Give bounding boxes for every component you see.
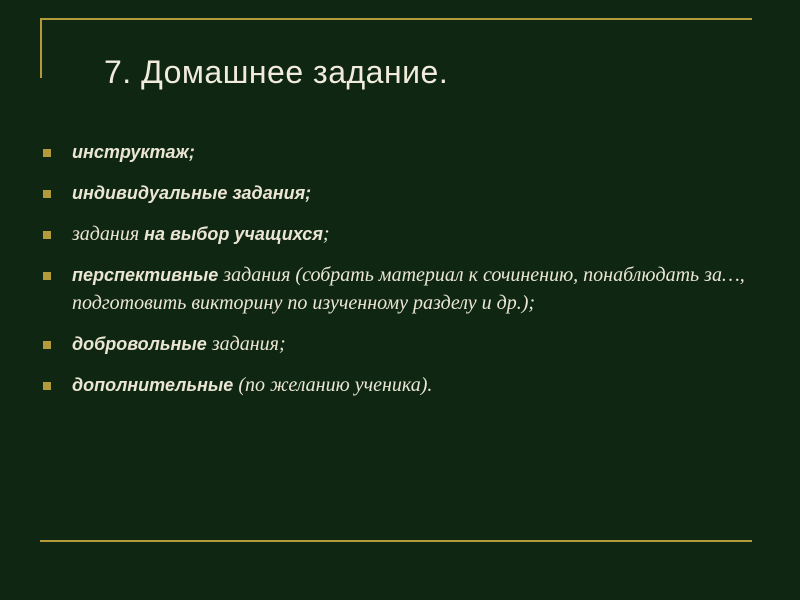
item-bold-text: на выбор учащихся <box>144 224 323 244</box>
homework-list <box>40 138 760 412</box>
slide-title: 7. Домашнее задание. <box>104 54 449 90</box>
item-text-after: ; <box>322 223 330 245</box>
item-bold-text: дополнительные <box>72 375 234 395</box>
item-bold-text: перспективные <box>72 265 219 285</box>
item-text-after: задания; <box>206 333 286 355</box>
list-item <box>40 330 760 358</box>
square-bullet-icon <box>43 149 51 157</box>
item-bold-text: инструктаж; <box>72 142 195 162</box>
list-item <box>40 138 760 166</box>
square-bullet-icon <box>43 231 51 239</box>
list-item <box>40 179 760 207</box>
frame-left-line <box>40 18 42 78</box>
list-item <box>40 220 760 248</box>
list-item <box>40 261 760 317</box>
square-bullet-icon <box>43 190 51 198</box>
frame-bottom-line <box>40 540 752 542</box>
item-text-before: задания <box>72 223 145 245</box>
item-text-after: задания (собрать материал к сочинению, понаблюдать за…, подготовить викторину по изученному разделу и др.); <box>72 264 745 314</box>
item-bold-text: добровольные <box>72 334 207 354</box>
square-bullet-icon <box>43 341 51 349</box>
square-bullet-icon <box>43 382 51 390</box>
list-item <box>40 371 760 399</box>
item-text-after: (по желанию ученика). <box>233 374 433 396</box>
square-bullet-icon <box>43 272 51 280</box>
frame-top-line <box>40 18 752 20</box>
item-bold-text: индивидуальные задания; <box>72 183 312 203</box>
